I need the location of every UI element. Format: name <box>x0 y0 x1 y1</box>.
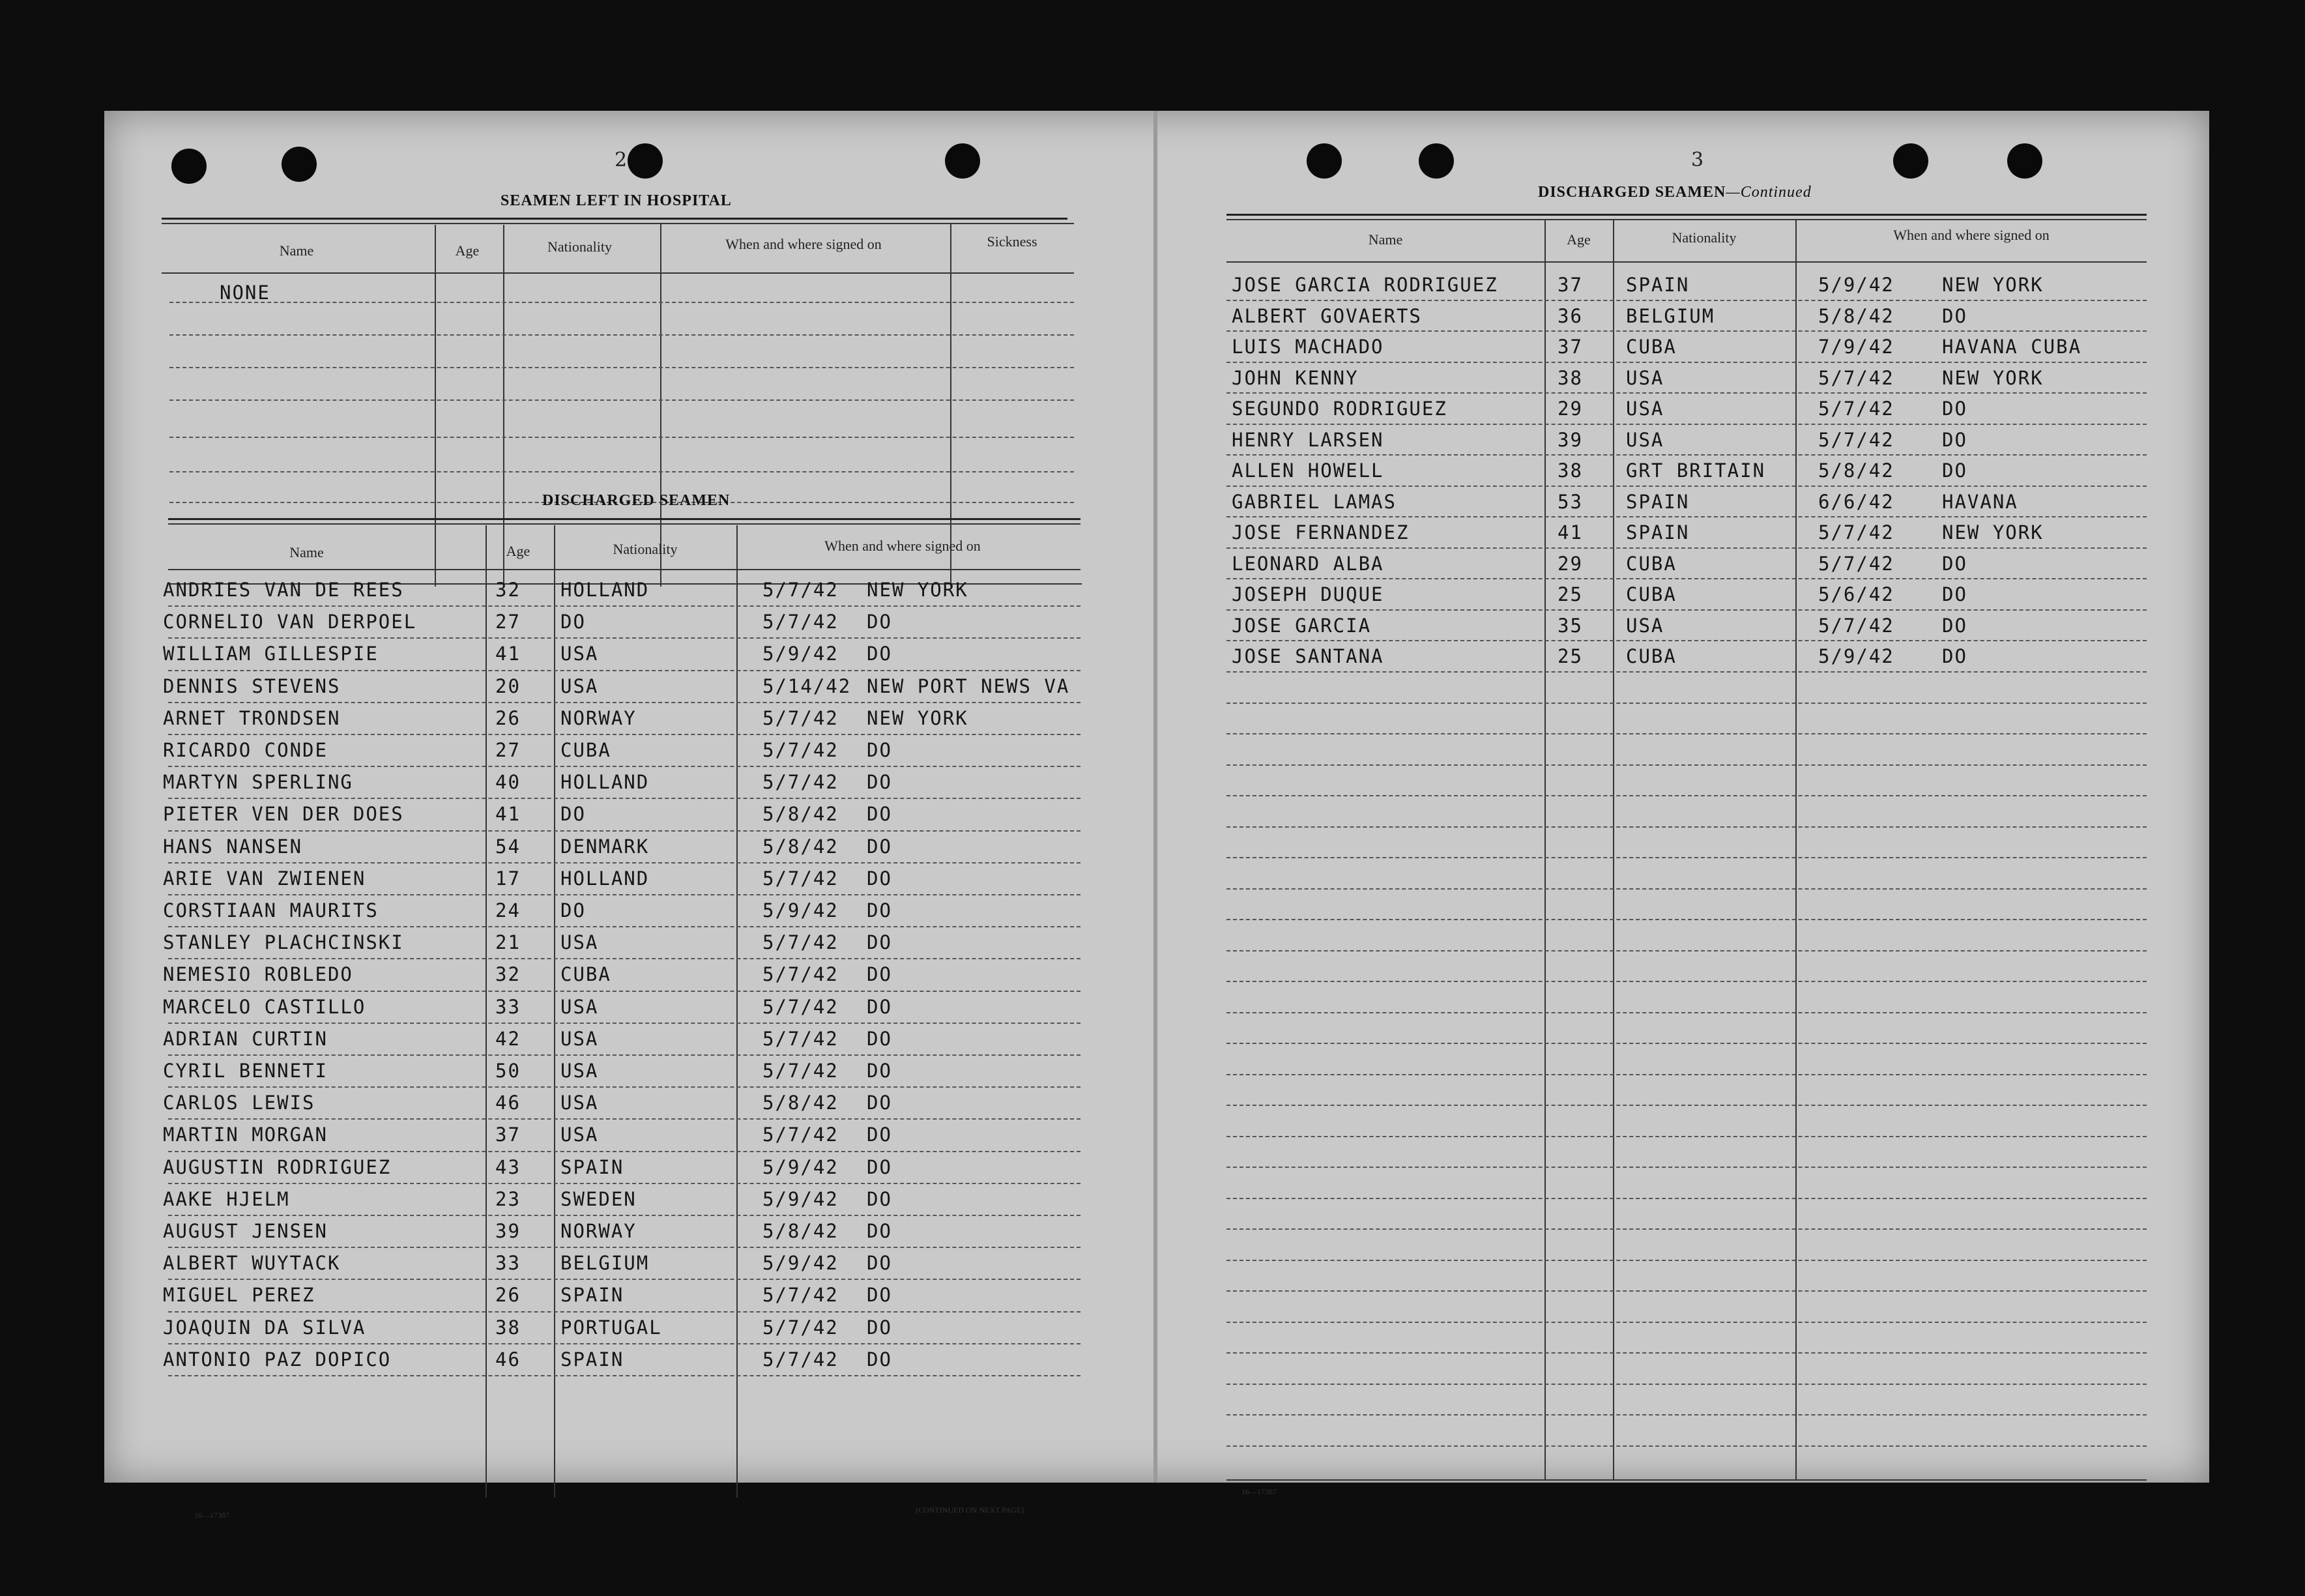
seaman-name: MARCELO CASTILLO <box>163 995 366 1018</box>
column-header: When and where signed on <box>1893 227 2050 243</box>
seaman-name: ADRIAN CURTIN <box>163 1027 328 1050</box>
column-header: When and where signed on <box>725 236 882 252</box>
seaman-name: HANS NANSEN <box>163 835 303 858</box>
empty-row-rule <box>1226 888 2147 890</box>
seaman-name: MARTYN SPERLING <box>163 771 353 794</box>
seaman-place: DO <box>867 899 892 921</box>
seaman-name: DENNIS STEVENS <box>163 675 341 697</box>
seaman-place: DO <box>867 739 892 761</box>
seaman-age: 27 <box>495 739 521 761</box>
seaman-age: 38 <box>1558 366 1583 389</box>
seaman-name: WILLIAM GILLESPIE <box>163 643 379 665</box>
seaman-nationality: NORWAY <box>560 1220 637 1242</box>
seaman-nationality: PORTUGAL <box>560 1316 662 1339</box>
seaman-date: 5/9/42 <box>762 1155 839 1178</box>
seaman-nationality: USA <box>560 1060 599 1082</box>
seaman-name: PIETER VEN DER DOES <box>163 803 404 826</box>
punch-hole <box>1893 143 1928 179</box>
seaman-name: ALLEN HOWELL <box>1232 459 1384 482</box>
seaman-name: JOSE GARCIA <box>1232 614 1372 637</box>
seaman-nationality: SPAIN <box>560 1348 624 1371</box>
seaman-date: 5/7/42 <box>762 931 839 954</box>
row-rule <box>168 670 1080 671</box>
seaman-date: 5/7/42 <box>762 1124 839 1146</box>
seaman-age: 36 <box>1558 304 1583 327</box>
seaman-age: 40 <box>495 771 521 794</box>
seaman-place: NEW YORK <box>867 579 968 601</box>
seaman-nationality: SPAIN <box>1626 274 1690 296</box>
seaman-name: JOHN KENNY <box>1232 366 1359 389</box>
seaman-age: 39 <box>1558 428 1583 451</box>
seaman-age: 29 <box>1558 552 1583 575</box>
column-header: Sickness <box>987 233 1037 250</box>
empty-row-rule <box>1226 950 2147 951</box>
seaman-age: 33 <box>495 1252 521 1275</box>
seaman-date: 5/8/42 <box>762 1220 839 1242</box>
seaman-date: 5/7/42 <box>1818 552 1894 575</box>
seaman-age: 39 <box>495 1220 521 1242</box>
seaman-nationality: DO <box>560 803 586 826</box>
seaman-name: ANTONIO PAZ DOPICO <box>163 1348 392 1371</box>
seaman-age: 46 <box>495 1348 521 1371</box>
seaman-place: NEW YORK <box>867 706 968 729</box>
empty-row-rule <box>1226 1228 2147 1230</box>
empty-row-rule <box>1226 1136 2147 1137</box>
seaman-name: AUGUSTIN RODRIGUEZ <box>163 1155 392 1178</box>
empty-row-rule <box>1226 1260 2147 1261</box>
seaman-date: 5/9/42 <box>762 1252 839 1275</box>
row-rule <box>1226 392 2147 394</box>
seaman-age: 42 <box>495 1027 521 1050</box>
seaman-name: LEONARD ALBA <box>1232 552 1384 575</box>
seaman-age: 38 <box>1558 459 1583 482</box>
seaman-place: HAVANA <box>1942 490 2018 513</box>
seaman-nationality: CUBA <box>1626 583 1677 605</box>
punch-hole <box>282 147 317 182</box>
page-fold <box>1153 111 1157 1483</box>
row-rule <box>168 862 1080 863</box>
seaman-age: 53 <box>1558 490 1583 513</box>
seaman-place: DO <box>867 1252 892 1275</box>
seaman-nationality: USA <box>1626 398 1664 420</box>
seaman-age: 21 <box>495 931 521 954</box>
seaman-place: NEW YORK <box>1942 366 2044 389</box>
empty-row-rule <box>1226 1043 2147 1044</box>
seaman-nationality: CUBA <box>560 963 611 986</box>
row-rule <box>1226 424 2147 425</box>
seaman-name: RICARDO CONDE <box>163 739 328 761</box>
seaman-nationality: USA <box>1626 614 1664 637</box>
row-rule <box>1226 300 2147 301</box>
seaman-date: 5/9/42 <box>762 643 839 665</box>
seaman-date: 5/7/42 <box>1818 398 1894 420</box>
seaman-nationality: SPAIN <box>560 1284 624 1307</box>
title-suffix: —Continued <box>1726 184 1812 201</box>
seaman-age: 41 <box>495 643 521 665</box>
discharged-section-title: DISCHARGED SEAMEN <box>542 492 731 509</box>
seaman-place: DO <box>867 643 892 665</box>
row-rule <box>168 637 1080 639</box>
seaman-age: 37 <box>495 1124 521 1146</box>
seaman-date: 5/7/42 <box>762 579 839 601</box>
row-rule <box>168 1343 1080 1344</box>
row-rule <box>1226 330 2147 332</box>
seaman-place: DO <box>1942 552 1967 575</box>
row-rule <box>1226 516 2147 517</box>
seaman-name: JOSE FERNANDEZ <box>1232 521 1410 544</box>
punch-hole <box>628 143 663 179</box>
seaman-name: CORSTIAAN MAURITS <box>163 899 379 921</box>
row-rule <box>168 1151 1080 1152</box>
row-rule <box>168 734 1080 735</box>
seaman-date: 5/7/42 <box>762 771 839 794</box>
seaman-nationality: NORWAY <box>560 706 637 729</box>
column-header: When and where signed on <box>824 538 981 554</box>
seaman-age: 32 <box>495 579 521 601</box>
seaman-place: DO <box>867 1220 892 1242</box>
seaman-name: HENRY LARSEN <box>1232 428 1384 451</box>
empty-row-rule <box>1226 919 2147 920</box>
seaman-place: NEW PORT NEWS VA <box>867 675 1070 697</box>
seaman-place: DO <box>867 1027 892 1050</box>
row-rule <box>168 766 1080 767</box>
seaman-name: JOSEPH DUQUE <box>1232 583 1384 605</box>
seaman-date: 5/9/42 <box>762 899 839 921</box>
seaman-date: 5/8/42 <box>762 1092 839 1114</box>
column-header: Nationality <box>547 239 612 255</box>
column-header: Name <box>279 242 314 259</box>
seaman-name: STANLEY PLACHCINSKI <box>163 931 404 954</box>
seaman-date: 5/8/42 <box>762 803 839 826</box>
empty-row-rule <box>1226 1012 2147 1013</box>
seaman-date: 5/7/42 <box>762 867 839 890</box>
seaman-place: DO <box>867 835 892 858</box>
row-rule <box>1226 671 2147 673</box>
seaman-date: 5/7/42 <box>1818 614 1894 637</box>
column-header: Name <box>1368 231 1403 248</box>
seaman-place: DO <box>867 1187 892 1210</box>
seaman-age: 20 <box>495 675 521 697</box>
row-rule <box>168 702 1080 703</box>
empty-row-rule <box>1226 795 2147 796</box>
seaman-age: 35 <box>1558 614 1583 637</box>
page-number: 2 <box>615 149 628 171</box>
form-number: 16—17387 <box>194 1511 229 1520</box>
seaman-age: 37 <box>1558 336 1583 358</box>
seaman-place: DO <box>867 963 892 986</box>
seaman-name: ARNET TRONDSEN <box>163 706 341 729</box>
seaman-age: 33 <box>495 995 521 1018</box>
row-rule <box>1226 454 2147 456</box>
seaman-place: DO <box>867 995 892 1018</box>
seaman-nationality: USA <box>560 1124 599 1146</box>
seaman-nationality: CUBA <box>560 739 611 761</box>
seaman-age: 24 <box>495 899 521 921</box>
row-rule <box>168 991 1080 992</box>
punch-hole <box>1419 143 1454 179</box>
empty-row-rule <box>1226 1414 2147 1415</box>
seaman-name: NEMESIO ROBLEDO <box>163 963 353 986</box>
seaman-age: 17 <box>495 867 521 890</box>
seaman-name: CYRIL BENNETI <box>163 1060 328 1082</box>
seaman-date: 5/9/42 <box>762 1187 839 1210</box>
seaman-name: JOSE SANTANA <box>1232 645 1384 667</box>
column-header: Nationality <box>1672 229 1737 246</box>
seaman-name: ALBERT WUYTACK <box>163 1252 341 1275</box>
row-rule <box>168 894 1080 895</box>
empty-row-rule <box>1226 1105 2147 1106</box>
seaman-age: 25 <box>1558 645 1583 667</box>
seaman-name: JOSE GARCIA RODRIGUEZ <box>1232 274 1498 296</box>
empty-row-rule <box>1226 1445 2147 1447</box>
row-rule <box>1226 578 2147 579</box>
seaman-nationality: USA <box>560 643 599 665</box>
seaman-age: 41 <box>1558 521 1583 544</box>
seaman-date: 5/7/42 <box>762 1284 839 1307</box>
seaman-date: 5/7/42 <box>1818 366 1894 389</box>
seaman-name: AUGUST JENSEN <box>163 1220 328 1242</box>
seaman-nationality: USA <box>1626 366 1664 389</box>
seaman-place: DO <box>867 771 892 794</box>
seaman-place: DO <box>1942 428 1967 451</box>
row-rule <box>168 1118 1080 1120</box>
seaman-nationality: USA <box>1626 428 1664 451</box>
seaman-nationality: SPAIN <box>560 1155 624 1178</box>
seaman-date: 5/7/42 <box>762 1316 839 1339</box>
row-rule <box>1226 609 2147 611</box>
punch-hole <box>2007 143 2042 179</box>
empty-row-rule <box>1226 703 2147 704</box>
seaman-name: ARIE VAN ZWIENEN <box>163 867 366 890</box>
seaman-nationality: HOLLAND <box>560 867 650 890</box>
seaman-place: NEW YORK <box>1942 521 2044 544</box>
empty-row-rule <box>1226 981 2147 982</box>
row-rule <box>168 958 1080 959</box>
hospital-entry: NONE <box>220 282 270 304</box>
seaman-date: 5/7/42 <box>762 739 839 761</box>
seaman-date: 5/6/42 <box>1818 583 1894 605</box>
row-rule <box>168 1279 1080 1280</box>
seaman-place: DO <box>867 931 892 954</box>
empty-row-rule <box>1226 1167 2147 1168</box>
seaman-nationality: GRT BRITAIN <box>1626 459 1766 482</box>
seaman-date: 5/9/42 <box>1818 274 1894 296</box>
seaman-date: 5/7/42 <box>762 1060 839 1082</box>
row-rule <box>1226 362 2147 363</box>
empty-row-rule <box>1226 1074 2147 1075</box>
punch-hole <box>171 149 207 184</box>
row-rule <box>168 1086 1080 1088</box>
seaman-date: 5/7/42 <box>762 1027 839 1050</box>
seaman-nationality: SPAIN <box>1626 490 1690 513</box>
seaman-name: LUIS MACHADO <box>1232 336 1384 358</box>
seaman-age: 32 <box>495 963 521 986</box>
seaman-age: 46 <box>495 1092 521 1114</box>
seaman-nationality: CUBA <box>1626 336 1677 358</box>
page-number: 3 <box>1691 149 1704 171</box>
seaman-nationality: DO <box>560 899 586 921</box>
seaman-place: NEW YORK <box>1942 274 2044 296</box>
seaman-age: 29 <box>1558 398 1583 420</box>
seaman-date: 5/9/42 <box>1818 645 1894 667</box>
seaman-name: CARLOS LEWIS <box>163 1092 315 1114</box>
row-rule <box>1226 486 2147 487</box>
seaman-name: MARTIN MORGAN <box>163 1124 328 1146</box>
seaman-nationality: SWEDEN <box>560 1187 637 1210</box>
seaman-age: 26 <box>495 1284 521 1307</box>
form-number: 16—17387 <box>1241 1487 1277 1496</box>
seaman-date: 5/7/42 <box>762 995 839 1018</box>
seaman-date: 5/7/42 <box>762 963 839 986</box>
column-header: Age <box>506 543 530 559</box>
seaman-place: HAVANA CUBA <box>1942 336 2082 358</box>
seaman-nationality: USA <box>560 995 599 1018</box>
punch-hole <box>1307 143 1342 179</box>
row-rule <box>168 1183 1080 1184</box>
seaman-place: DO <box>867 1124 892 1146</box>
seaman-nationality: CUBA <box>1626 645 1677 667</box>
seaman-nationality: HOLLAND <box>560 579 650 601</box>
seaman-place: DO <box>1942 614 1967 637</box>
column-header: Age <box>1567 231 1591 248</box>
empty-row-rule <box>1226 1384 2147 1385</box>
column-header: Age <box>455 242 480 259</box>
seaman-nationality: USA <box>560 1027 599 1050</box>
seaman-nationality: SPAIN <box>1626 521 1690 544</box>
seaman-nationality: USA <box>560 675 599 697</box>
row-rule <box>168 1311 1080 1313</box>
row-rule <box>168 1023 1080 1024</box>
seaman-date: 5/8/42 <box>1818 304 1894 327</box>
row-rule <box>168 1375 1080 1376</box>
hospital-section-title: SEAMEN LEFT IN HOSPITAL <box>500 192 732 209</box>
seaman-place: DO <box>1942 398 1967 420</box>
seaman-nationality: HOLLAND <box>560 771 650 794</box>
seaman-age: 25 <box>1558 583 1583 605</box>
seaman-date: 5/8/42 <box>1818 459 1894 482</box>
seaman-date: 5/8/42 <box>762 835 839 858</box>
seaman-age: 38 <box>495 1316 521 1339</box>
seaman-age: 54 <box>495 835 521 858</box>
seaman-place: DO <box>1942 583 1967 605</box>
discharged-continued-title <box>1538 184 1812 201</box>
seaman-date: 5/7/42 <box>762 1348 839 1371</box>
continued-note: [CONTINUED ON NEXT PAGE] <box>916 1505 1024 1515</box>
empty-row-rule <box>1226 857 2147 858</box>
seaman-date: 5/7/42 <box>1818 428 1894 451</box>
seaman-place: DO <box>867 867 892 890</box>
seaman-place: DO <box>1942 304 1967 327</box>
seaman-place: DO <box>867 1155 892 1178</box>
seaman-date: 5/7/42 <box>1818 521 1894 544</box>
seaman-place: DO <box>867 611 892 633</box>
empty-row-rule <box>1226 1352 2147 1354</box>
seaman-place: DO <box>867 1316 892 1339</box>
seaman-age: 37 <box>1558 274 1583 296</box>
seaman-date: 5/7/42 <box>762 611 839 633</box>
seaman-nationality: BELGIUM <box>560 1252 650 1275</box>
empty-row-rule <box>1226 764 2147 766</box>
seaman-name: MIGUEL PEREZ <box>163 1284 315 1307</box>
seaman-place: DO <box>1942 459 1967 482</box>
seaman-age: 27 <box>495 611 521 633</box>
seaman-nationality: USA <box>560 1092 599 1114</box>
row-rule <box>168 798 1080 799</box>
seaman-name: ANDRIES VAN DE REES <box>163 579 404 601</box>
empty-row-rule <box>1226 1198 2147 1199</box>
row-rule <box>1226 640 2147 641</box>
seaman-place: DO <box>867 1060 892 1082</box>
seaman-age: 23 <box>495 1187 521 1210</box>
seaman-name: AAKE HJELM <box>163 1187 290 1210</box>
document-sheet <box>104 111 2209 1520</box>
seaman-date: 5/7/42 <box>762 706 839 729</box>
seaman-date: 6/6/42 <box>1818 490 1894 513</box>
seaman-place: DO <box>867 1284 892 1307</box>
seaman-nationality: CUBA <box>1626 552 1677 575</box>
seaman-nationality: USA <box>560 931 599 954</box>
row-rule <box>168 1247 1080 1248</box>
column-header: Name <box>289 544 324 560</box>
punch-hole <box>945 143 980 179</box>
row-rule <box>168 605 1080 607</box>
title-text: DISCHARGED SEAMEN <box>1538 184 1726 201</box>
seaman-nationality: DENMARK <box>560 835 650 858</box>
seaman-name: SEGUNDO RODRIGUEZ <box>1232 398 1447 420</box>
row-rule <box>168 1215 1080 1216</box>
seaman-nationality: DO <box>560 611 586 633</box>
row-rule <box>1226 547 2147 549</box>
seaman-place: DO <box>867 1092 892 1114</box>
seaman-place: DO <box>867 803 892 826</box>
seaman-name: CORNELIO VAN DERPOEL <box>163 611 417 633</box>
seaman-place: DO <box>1942 645 1967 667</box>
row-rule <box>168 926 1080 927</box>
empty-row-rule <box>1226 826 2147 828</box>
empty-row-rule <box>1226 1290 2147 1292</box>
empty-row-rule <box>1226 1322 2147 1323</box>
empty-row-rule <box>1226 733 2147 734</box>
seaman-place: DO <box>867 1348 892 1371</box>
seaman-name: JOAQUIN DA SILVA <box>163 1316 366 1339</box>
seaman-date: 5/14/42 <box>762 675 852 697</box>
row-rule <box>168 830 1080 832</box>
seaman-name: GABRIEL LAMAS <box>1232 490 1397 513</box>
seaman-age: 41 <box>495 803 521 826</box>
seaman-age: 43 <box>495 1155 521 1178</box>
seaman-age: 50 <box>495 1060 521 1082</box>
column-header: Nationality <box>613 541 678 557</box>
seaman-age: 26 <box>495 706 521 729</box>
seaman-name: ALBERT GOVAERTS <box>1232 304 1422 327</box>
seaman-date: 7/9/42 <box>1818 336 1894 358</box>
seaman-nationality: BELGIUM <box>1626 304 1715 327</box>
row-rule <box>168 1054 1080 1056</box>
